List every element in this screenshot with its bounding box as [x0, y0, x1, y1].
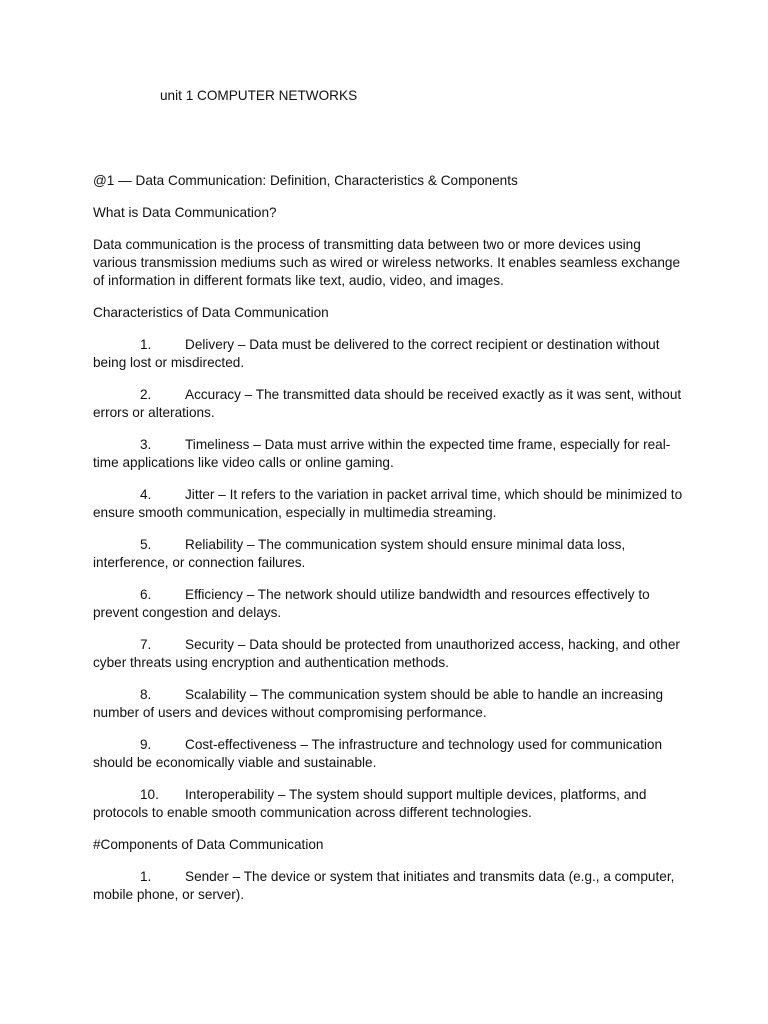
- list-item: [93, 586, 683, 622]
- item-text: Sender – The device or system that initiates and transmits data (e.g., a computer, mobile phone, or server).: [93, 869, 675, 902]
- list-item: [93, 486, 683, 522]
- list-item: [93, 786, 683, 822]
- item-text: Reliability – The communication system should ensure minimal data loss, interference, or connection failures.: [93, 537, 626, 570]
- list-item: [93, 436, 683, 472]
- unit-title: unit 1 COMPUTER NETWORKS: [160, 88, 358, 103]
- definition-paragraph: Data communication is the process of transmitting data between two or more devices using various transmission mediums such as wired or wireless networks. It enables seamless exchange of information in different formats like text, audio, video, and images.: [93, 237, 681, 288]
- list-item: [93, 536, 683, 572]
- components-list: [93, 868, 683, 904]
- item-number: 3.: [140, 437, 152, 452]
- list-item: [93, 636, 683, 672]
- list-item: [93, 386, 683, 422]
- item-number: 1.: [140, 337, 152, 352]
- item-text: Efficiency – The network should utilize bandwidth and resources effectively to prevent congestion and delays.: [93, 587, 650, 620]
- list-item: [93, 868, 683, 904]
- list-item: [93, 336, 683, 372]
- item-number: 2.: [140, 387, 152, 402]
- document-content: [93, 172, 683, 918]
- item-text: Cost-effectiveness – The infrastructure and technology used for communication should be economically viable and sustainable.: [93, 737, 663, 770]
- item-text: Scalability – The communication system should be able to handle an increasing number of users and devices without compromising performance.: [93, 687, 664, 720]
- item-text: Jitter – It refers to the variation in packet arrival time, which should be minimized to ensure smooth communication, especially in multimedia streaming.: [93, 487, 683, 520]
- item-text: Interoperability – The system should support multiple devices, platforms, and protocols to enable smooth communication across different technologies.: [93, 787, 647, 820]
- item-text: Timeliness – Data must arrive within the expected time frame, especially for real-time applications like video calls or online gaming.: [93, 437, 671, 470]
- item-number: 7.: [140, 637, 152, 652]
- item-number: 10.: [140, 787, 159, 802]
- item-text: Accuracy – The transmitted data should be received exactly as it was sent, without errors or alterations.: [93, 387, 682, 420]
- item-number: 9.: [140, 737, 152, 752]
- section-heading: @1 — Data Communication: Definition, Characteristics & Components: [93, 173, 518, 188]
- characteristics-list: [93, 336, 683, 822]
- item-number: 8.: [140, 687, 152, 702]
- components-heading: #Components of Data Communication: [93, 837, 324, 852]
- item-number: 1.: [140, 869, 152, 884]
- question-heading: What is Data Communication?: [93, 205, 277, 220]
- item-text: Security – Data should be protected from unauthorized access, hacking, and other cyber threats using encryption and authentication methods.: [93, 637, 680, 670]
- list-item: [93, 736, 683, 772]
- characteristics-heading: Characteristics of Data Communication: [93, 305, 329, 320]
- list-item: [93, 686, 683, 722]
- item-number: 4.: [140, 487, 152, 502]
- item-number: 5.: [140, 537, 152, 552]
- item-number: 6.: [140, 587, 152, 602]
- item-text: Delivery – Data must be delivered to the correct recipient or destination without being lost or misdirected.: [93, 337, 660, 370]
